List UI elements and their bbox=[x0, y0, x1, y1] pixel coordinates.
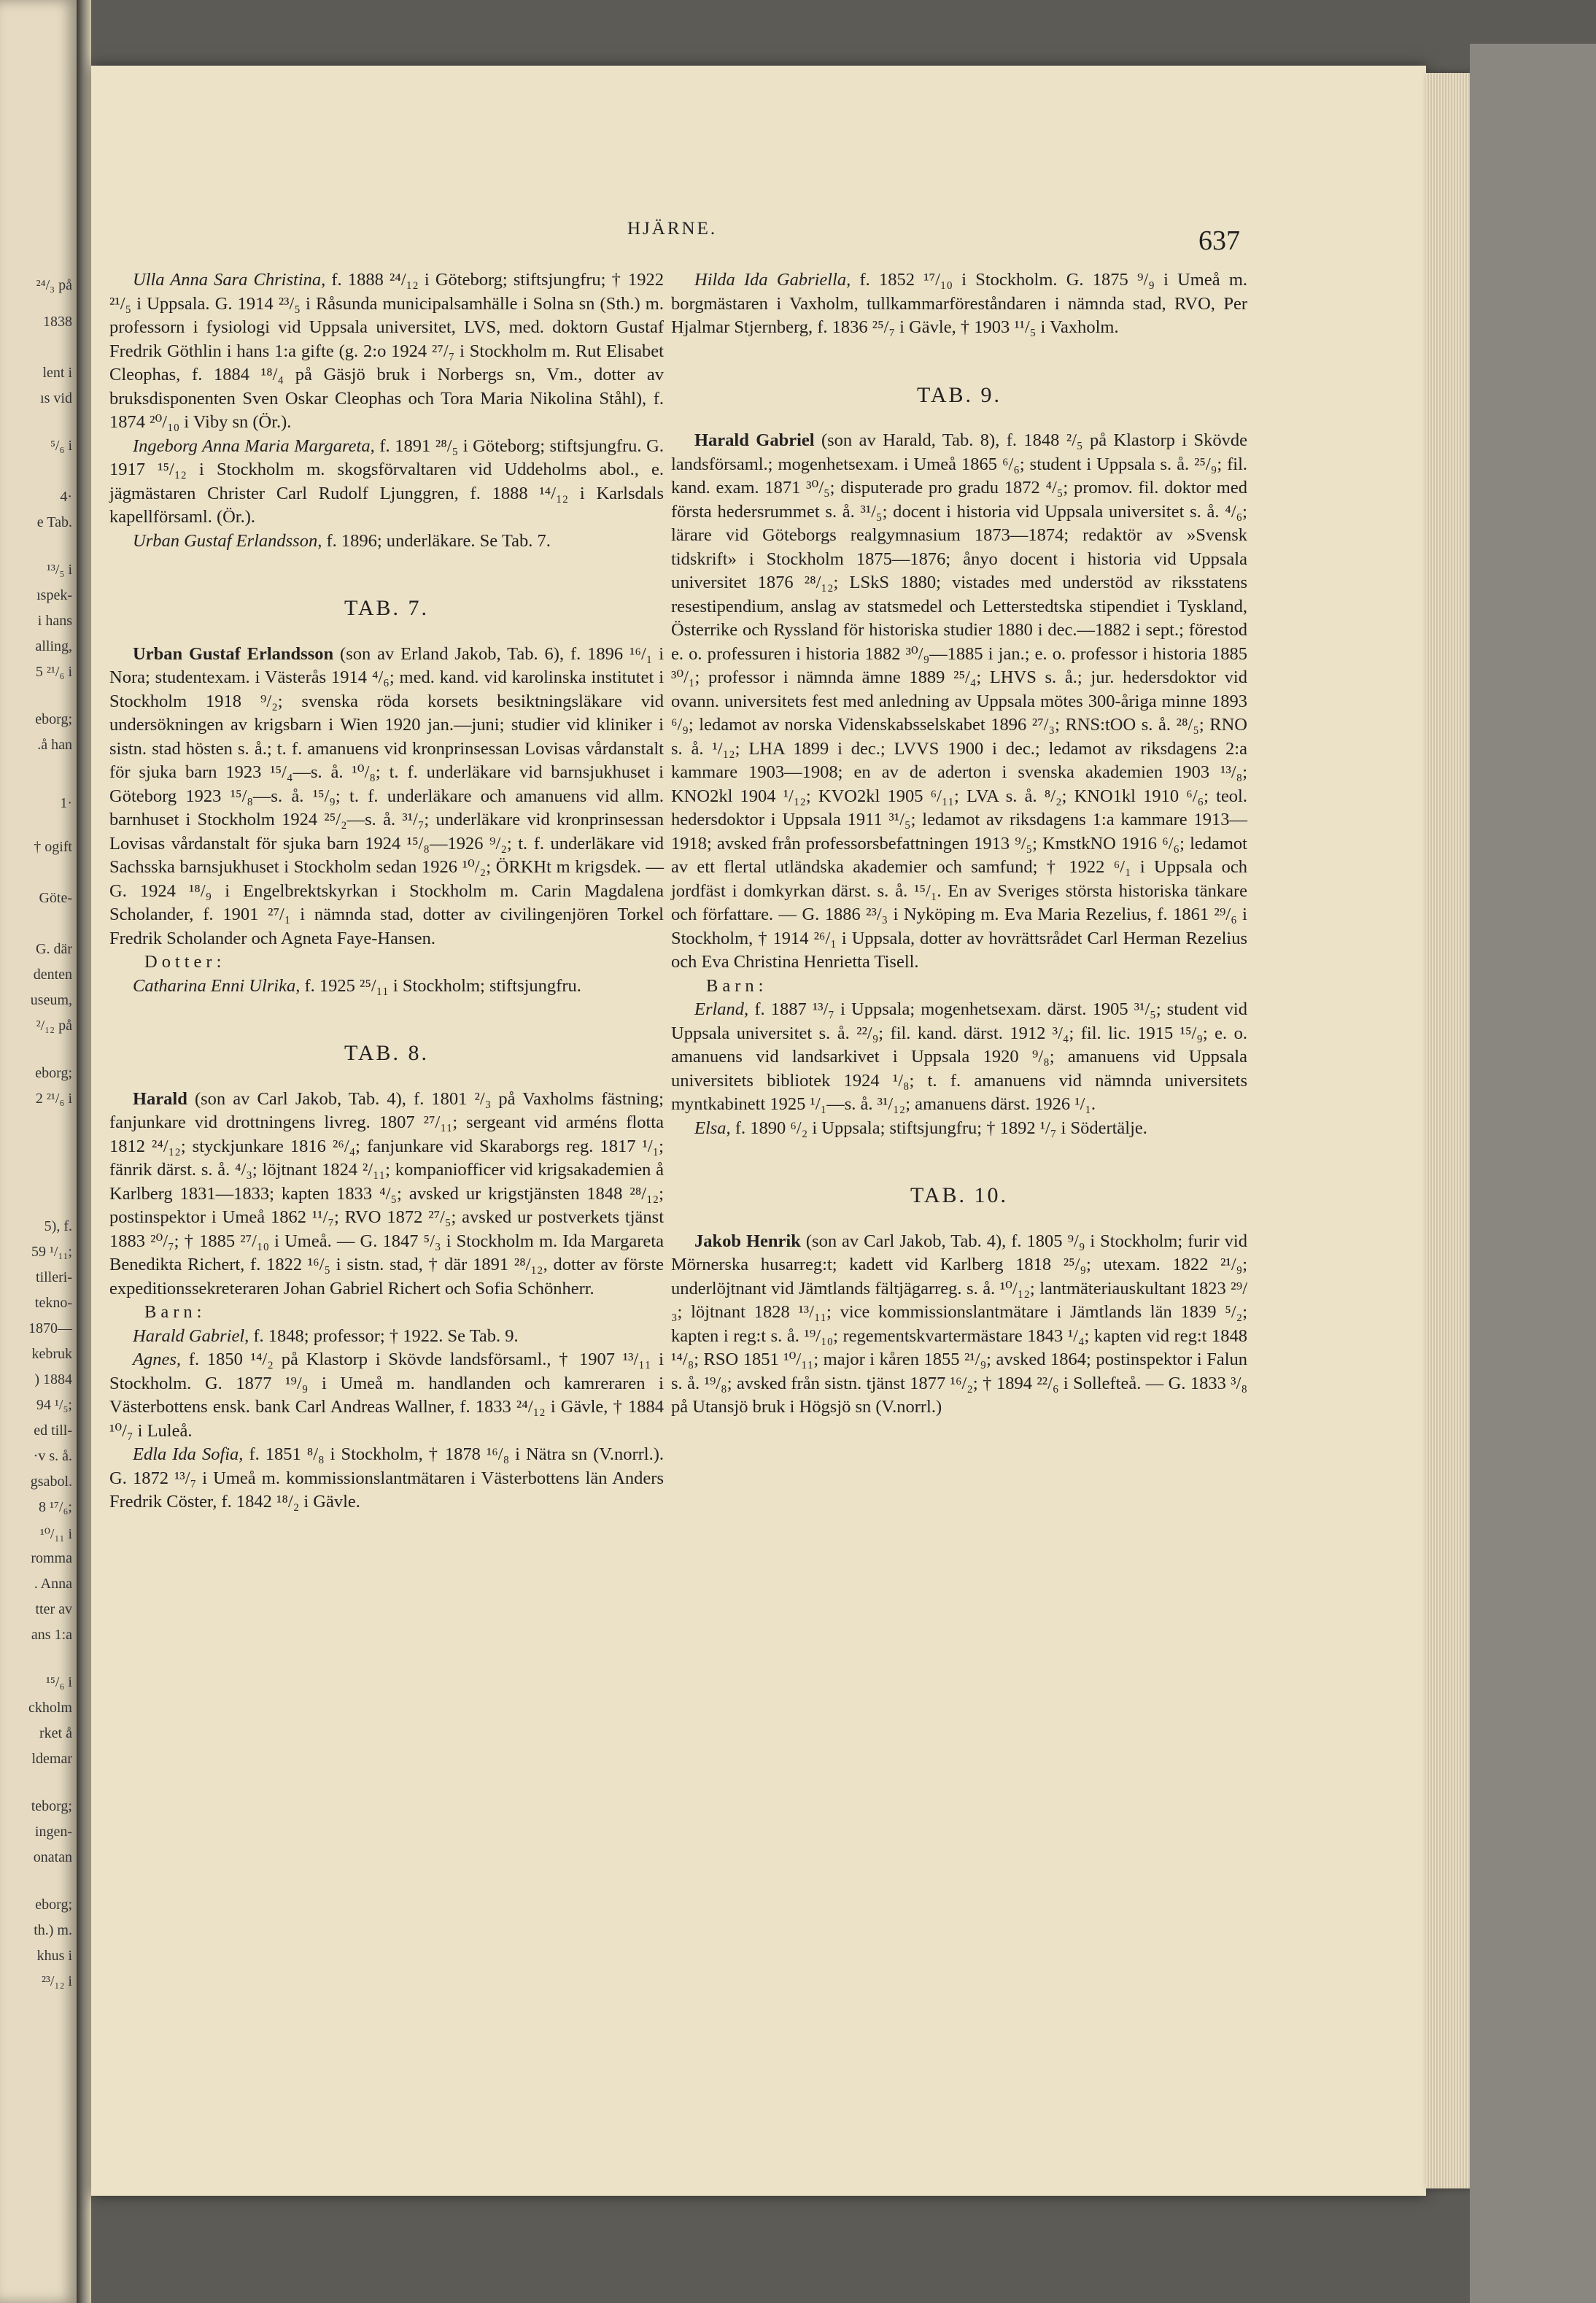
page-stack-edge bbox=[1426, 73, 1470, 2188]
entry-paragraph bbox=[109, 643, 664, 951]
edge-fragment: ingen- bbox=[34, 1824, 72, 1840]
person-name: Ulla Anna Sara Christina, bbox=[133, 270, 326, 290]
entry-text: f. 1925 ²⁵/₁₁ i Stockholm; stiftsjungfru. bbox=[300, 975, 581, 996]
entry-text: f. 1852 ¹⁷/₁₀ i Stockholm. G. 1875 ⁹/₉ i Umeå m. borgmästaren i Vaxholm, tullkammarföreståndaren i nämnda stad, RVO, Per Hjalmar Stjernberg, f. 1836 ²⁵/₇ i Gävle, † 1903 ¹¹/₅ i Vaxholm. bbox=[671, 270, 1247, 337]
edge-fragment: ⁵/₆ i bbox=[50, 438, 72, 454]
person-name: Ingeborg Anna Maria Margareta, bbox=[133, 436, 375, 456]
entry-text: (son av Carl Jakob, Tab. 4), f. 1801 ²/₃ på Vaxholms fästning; fanjunkare vid drottningens livreg. 1807 ²⁷/₁₁; sergeant vid arméns flotta 1812 ²⁴/₁₂; styckjunkare 1816 ²⁶/₄; fanjunkare vid Skaraborgs reg. 1817 ¹/₁; fänrik därst. s. å. ⁴/₃; löjtnant 1824 ²/₁₁; kompaniofficer vid krigsakademien å Karlberg 1831—1833; kapten 1833 ⁴/₅; avsked ur krigstjänsten 1848 ²⁸/₁₂; postinspektor i Umeå 1862 ¹¹/₇; RVO 1872 ²⁷/₅; avsked ur postverkets tjänst 1883 ²⁰/₇; † 1885 ²⁷/₁₀ i Umeå. — G. 1847 ⁵/₃ i Stockholm m. Ida Margareta Benedikta Richert, f. 1822 ¹⁶/₅ i sistn. stad, † där 1891 ²⁸/₁₂, dotter av förste expeditionssekreteraren Johan Gabriel Richert och Sofia Schönherr. bbox=[109, 1088, 664, 1298]
edge-fragment: tter av bbox=[35, 1601, 72, 1617]
entry-paragraph bbox=[109, 268, 664, 435]
person-name: Catharina Enni Ulrika, bbox=[133, 975, 301, 996]
edge-fragment: ²⁴/₃ på bbox=[36, 277, 72, 293]
children-subheading: Dotter: bbox=[144, 952, 226, 972]
edge-fragment: 8 ¹⁷/₆; bbox=[38, 1499, 72, 1515]
person-name: Harald Gabriel, bbox=[133, 1325, 249, 1346]
edge-fragment: ldemar bbox=[31, 1751, 72, 1767]
entry-paragraph bbox=[671, 429, 1247, 975]
edge-fragment: 1838 bbox=[43, 314, 72, 330]
person-name: Jakob Henrik bbox=[694, 1231, 801, 1251]
edge-fragment: ¹⁵/₆ i bbox=[45, 1674, 72, 1690]
right-column bbox=[671, 268, 1247, 1420]
edge-fragment: denten bbox=[33, 967, 72, 983]
edge-fragment: ed till- bbox=[34, 1423, 72, 1439]
entry-paragraph bbox=[109, 435, 664, 530]
person-name: Urban Gustaf Erlandsson, bbox=[133, 530, 322, 551]
entry-text: f. 1851 ⁸/₈ i Stockholm, † 1878 ¹⁶/₈ i Nätra sn (V.norrl.). G. 1872 ¹³/₇ i Umeå m. kommissionslantmätaren i Västerbottens län Anders Fredrik Cöster, f. 1842 ¹⁸/₂ i Gävle. bbox=[109, 1444, 664, 1512]
edge-fragment: † ogift bbox=[34, 839, 72, 855]
edge-fragment: alling, bbox=[35, 638, 72, 654]
left-column bbox=[109, 268, 664, 1514]
entry-paragraph bbox=[109, 975, 664, 999]
edge-fragment: onatan bbox=[33, 1849, 72, 1865]
entry-paragraph bbox=[671, 268, 1247, 340]
edge-fragment: eborg; bbox=[35, 1065, 72, 1081]
entry-text: f. 1896; underläkare. Se Tab. 7. bbox=[322, 530, 551, 551]
edge-fragment: lent i bbox=[42, 365, 72, 381]
entry-text: f. 1848; professor; † 1922. Se Tab. 9. bbox=[249, 1325, 519, 1346]
edge-fragment: ¹⁰/₁₁ i bbox=[39, 1526, 72, 1542]
entry-paragraph bbox=[109, 1348, 664, 1443]
edge-fragment: ıspek- bbox=[36, 587, 72, 603]
edge-fragment: th.) m. bbox=[34, 1922, 72, 1938]
person-name: Erland, bbox=[694, 999, 749, 1019]
previous-page-edge bbox=[0, 0, 77, 2303]
edge-fragment: ²³/₁₂ i bbox=[41, 1973, 72, 1989]
edge-fragment: teborg; bbox=[31, 1798, 72, 1814]
edge-fragment: 5 ²¹/₆ i bbox=[35, 664, 72, 680]
table-heading: TAB. 9. bbox=[916, 382, 1002, 407]
table-heading: TAB. 10. bbox=[910, 1183, 1009, 1207]
table-heading: TAB. 8. bbox=[344, 1041, 430, 1065]
edge-fragment: e Tab. bbox=[36, 514, 72, 530]
entry-paragraph bbox=[109, 530, 664, 554]
edge-fragment: 1· bbox=[60, 795, 72, 811]
edge-fragment: ıs vid bbox=[40, 390, 72, 406]
person-name: Agnes, bbox=[133, 1350, 181, 1369]
edge-fragment: 5), f. bbox=[44, 1218, 72, 1234]
entry-paragraph bbox=[109, 1325, 664, 1349]
edge-fragment: eborg; bbox=[35, 1897, 72, 1913]
entry-text: f. 1850 ¹⁴/₂ på Klastorp i Skövde landsförsaml., † 1907 ¹³/₁₁ i Stockholm. G. 1877 ¹⁹/₉ i Umeå m. handlanden och kamreraren i Västerbottens ensk. bank Carl Andreas Wallner, f. 1833 ²⁴/₁₂ i Gävle, † 1884 ¹⁰/₇ i Luleå. bbox=[109, 1350, 664, 1441]
edge-fragment: 4· bbox=[60, 489, 72, 505]
edge-fragment: 94 ¹/₅; bbox=[36, 1397, 72, 1413]
entry-paragraph bbox=[671, 998, 1247, 1117]
edge-fragment: romma bbox=[31, 1550, 72, 1566]
entry-paragraph bbox=[671, 1230, 1247, 1420]
entry-text: f. 1888 ²⁴/₁₂ i Göteborg; stiftsjungfru; † 1922 ²¹/₅ i Uppsala. G. 1914 ²³/₅ i Råsunda municipalsamhälle i Solna sn (Sth.) m. professorn i fysiologi vid Uppsala universitet, LVS, med. doktorn Gustaf Fredrik Göthlin i hans 1:a gifte (g. 2:o 1924 ²⁷/₇ i Stockholm m. Rut Elisabet Cleophas, f. 1884 ¹⁸/₄ på Gäsjö bruk i Norbergs sn, Vm., dotter av bruksdisponenten Sven Oskar Cleophas och Tora Maria Nikolina Ståhl), f. 1874 ²⁰/₁₀ i Viby sn (Ör.). bbox=[109, 270, 664, 432]
children-subheading: Barn: bbox=[706, 975, 768, 996]
edge-fragment: khus i bbox=[36, 1948, 72, 1964]
edge-fragment: ckholm bbox=[28, 1700, 72, 1716]
entry-text: f. 1891 ²⁸/₅ i Göteborg; stiftsjungfru. G. 1917 ¹⁵/₁₂ i Stockholm m. skogsförvaltaren vid Uddeholms abol., e. jägmästaren Christer Carl Rudolf Ljunggren, f. 1888 ¹⁴/₁₂ i Karlsdals kapellförsaml. (Ör.). bbox=[109, 436, 664, 527]
entry-text: (son av Erland Jakob, Tab. 6), f. 1896 ¹⁶/₁ i Nora; studentexam. i Västerås 1914 ⁴/₆; med. kand. vid karolinska institutet i Stockholm 1918 ⁹/₂; svenska röda korsets besiktningsläkare vid undersökningen av krigsbarn i Wien 1920 jan.—juni; studier vid kliniker i sistn. stad hösten s. å.; t. f. amanuens vid kronprinsessan Lovisas vårdanstalt för sjuka barn 1923 ¹⁵/₄—s. å. ¹⁰/₈; t. f. underläkare vid barnsjukhuset i Göteborg 1923 ¹⁵/₈—s. å. ¹⁵/₉; t. f. underläkare och amanuens vid allm. barnhuset i Stockholm 1924 ²⁵/₂—s. å. ³¹/₇; underläkare vid kronprinsessan Lovisas vårdanstalt för sjuka barn 1924 ¹⁵/₈—1926 ⁹/₂; t. f. underläkare vid Sachsska barnsjukhuset i Stockholm sedan 1926 ¹⁰/₂; ÖRKHt m krigsdek. — G. 1924 ¹⁸/₉ i Engelbrektskyrkan i Stockholm m. Carin Magdalena Scholander, f. 1901 ²⁷/₁ i nämnda stad, dotter av civilingenjören Torkel Fredrik Scholander och Agneta Faye-Hansen. bbox=[109, 643, 665, 948]
edge-fragment: 1870— bbox=[28, 1320, 72, 1336]
edge-fragment: ¹³/₅ i bbox=[46, 562, 72, 578]
person-name: Hilda Ida Gabriella, bbox=[694, 270, 851, 290]
book-cover-edge bbox=[1470, 44, 1596, 2303]
edge-fragment: 2 ²¹/₆ i bbox=[35, 1091, 72, 1107]
book-gutter bbox=[77, 0, 91, 2303]
page-number: 637 bbox=[1198, 225, 1240, 256]
entry-text: f. 1887 ¹³/₇ i Uppsala; mogenhetsexam. därst. 1905 ³¹/₅; student vid Uppsala universitet s. å. ²²/₉; fil. kand. därst. 1912 ³/₄; fil. lic. 1915 ¹⁵/₉; e. o. amanuens vid landsarkivet i Uppsala 1920 ⁹/₈; amanuens vid Uppsala universitets bibliotek 1924 ¹/₈; t. f. amanuens vid nämnda universitets myntkabinett 1925 ¹/₁—s. å. ³¹/₁₂; amanuens därst. 1926 ¹/₁. bbox=[671, 999, 1247, 1114]
entry-paragraph bbox=[671, 1117, 1247, 1141]
edge-fragment: . Anna bbox=[34, 1576, 72, 1592]
entry-text: (son av Harald, Tab. 8), f. 1848 ²/₅ på Klastorp i Skövde landsförsaml.; mogenhetsexam. i Umeå 1865 ⁶/₆; student i Uppsala s. å. ²⁵/₉; fil. kand. exam. 1871 ³⁰/₅; disputerade pro gradu 1872 ⁴/₅; promov. fil. doktor med första hedersrummet s. å. ³¹/₅; docent i historia vid Uppsala universitet s. å. ⁴/₆; lärare vid Göteborgs realgymnasium 1873—1874; redaktör av »Svensk tidskrift» i Stockholm 1875—1876; ånyo docent i historia vid Uppsala universitet 1876 ²⁸/₁₂; LSkS 1880; vistades med understöd av riksstatens resestipendium, anslag av statsmedel och Letterstedtska stipendiet i Tyskland, Österrike och Ryssland för historiska studier 1880 i dec.—1882 i sept.; förestod e. o. professuren i historia 1882 ³⁰/₉—1885 i jan.; e. o. professor i historia 1885 ³⁰/₁; professor i nämnda ämne 1889 ²⁵/₄; LHVS s. å.; jur. hedersdoktor vid ovann. universitets fest med anledning av Uppsala mötes 300-åriga minne 1893 ⁶/₉; ledamot av norska Videnskabsselskabet 1896 ²⁷/₃; RNS:tOO s. å. ²⁸/₅; RNO s. å. ¹/₁₂; LHA 1899 i dec.; LVVS 1900 i dec.; ledamot av riksdagens 2:a kammare 1903—1908; en av de aderton i svenska akademien 1903 ¹³/₈; KNO2kl 1904 ¹/₁₂; KVO2kl 1905 ⁶/₁₁; LVA s. å. ⁸/₂; KNO1kl 1910 ⁶/₆; teol. hedersdoktor i Uppsala 1911 ³¹/₅; ledamot av riksdagens 1:a kammare 1913—1918; avsked från professorsbefattningen 1913 ⁹/₅; KmstkNO 1916 ⁶/₆; ledamot av ett flertal utländska akademier och samfund; † 1922 ⁶/₁ i Uppsala och jordfäst i domkyrkan därst. s. å. ¹⁵/₁. En av Sveriges största historiska tänkare och författare. — G. 1886 ²³/₃ i Nyköping m. Eva Maria Rezelius, f. 1861 ²⁹/₆ i Stockholm, † 1914 ²⁶/₁ i Uppsala, dotter av hovrättsrådet Carl Herman Rezelius och Eva Christina Henrietta Tisell. bbox=[671, 430, 1247, 972]
edge-fragment: ans 1:a bbox=[31, 1627, 72, 1643]
person-name: Harald Gabriel bbox=[694, 430, 815, 450]
edge-fragment: .å han bbox=[37, 737, 72, 753]
edge-fragment: useum, bbox=[30, 992, 72, 1008]
person-name: Urban Gustaf Erlandsson bbox=[133, 643, 334, 664]
entry-paragraph bbox=[109, 1088, 664, 1301]
edge-fragment: 59 ¹/₁₁; bbox=[31, 1244, 72, 1260]
entry-paragraph bbox=[109, 1443, 664, 1514]
entry-text: f. 1890 ⁶/₂ i Uppsala; stiftsjungfru; † 1892 ¹/₇ i Södertälje. bbox=[730, 1118, 1147, 1138]
person-name: Harald bbox=[133, 1088, 187, 1109]
entry-text: (son av Carl Jakob, Tab. 4), f. 1805 ⁹/₉ i Stockholm; furir vid Mörnerska husarreg:t; kadett vid Karlberg 1818 ²⁵/₉; utexam. 1822 ²¹/₉; underlöjtnant vid Jämtlands fältjägarreg. s. å. ¹⁰/₁₂; lantmäteriauskultant 1823 ²⁹/₃; löjtnant 1828 ¹³/₁₁; vice kommissionslantmätare i Jämtlands län 1839 ⁵/₂; kapten i reg:t s. å. ¹⁹/₁₀; regementskvartermästare 1843 ¹/₄; kapten vid reg:t 1848 ¹⁴/₈; RSO 1851 ¹⁰/₁₁; major i kåren 1855 ²¹/₉; avsked 1864; postinspektor i Falun s. å. ¹⁹/₈; avsked från sistn. tjänst 1877 ¹⁶/₂; † 1894 ²²/₆ i Sollefteå. — G. 1833 ³/₈ på Utansjö bruk i Högsjö sn (V.norrl.) bbox=[671, 1231, 1247, 1417]
edge-fragment: eborg; bbox=[35, 711, 72, 727]
edge-fragment: tekno- bbox=[34, 1295, 72, 1311]
edge-fragment: tilleri- bbox=[36, 1269, 72, 1285]
edge-fragment: Göte- bbox=[39, 890, 72, 906]
person-name: Edla Ida Sofia, bbox=[133, 1444, 244, 1464]
edge-fragment: ) 1884 bbox=[34, 1371, 72, 1387]
edge-fragment: gsabol. bbox=[30, 1474, 72, 1490]
edge-fragment: rket å bbox=[39, 1725, 72, 1741]
edge-fragment: kebruk bbox=[31, 1346, 72, 1362]
table-heading: TAB. 7. bbox=[344, 596, 430, 620]
running-head: HJÄRNE. bbox=[627, 219, 718, 239]
person-name: Elsa, bbox=[694, 1118, 731, 1138]
edge-fragment: i hans bbox=[37, 613, 72, 629]
edge-fragment: ·v s. å. bbox=[33, 1448, 72, 1464]
children-subheading: Barn: bbox=[144, 1302, 206, 1322]
edge-fragment: G. där bbox=[36, 941, 72, 957]
edge-fragment: ²/₁₂ på bbox=[36, 1018, 72, 1034]
